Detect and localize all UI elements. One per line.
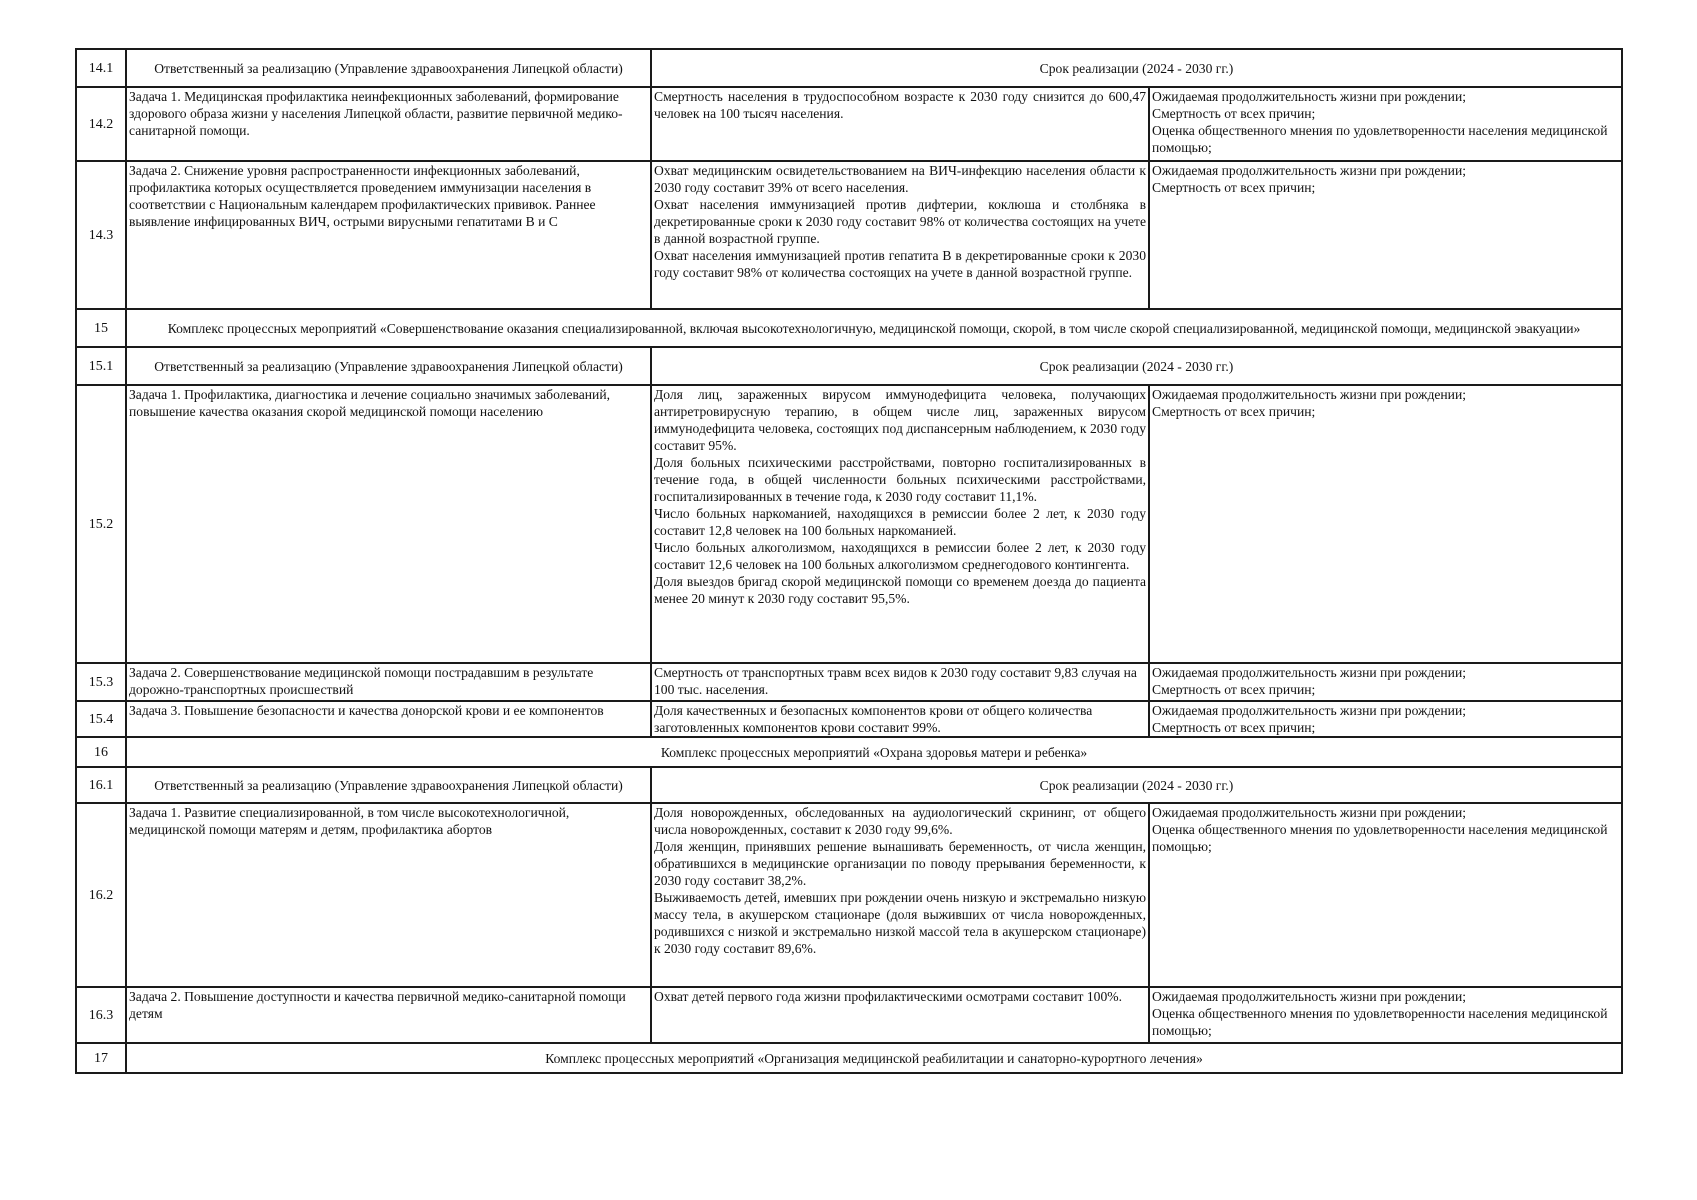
link-item: Оценка общественного мнения по удовлетворенности населения медицинской помощью;	[1152, 822, 1608, 854]
effect-item: Смертность от транспортных травм всех видов к 2030 году составит 9,83 случая на 100 тыс. населения.	[654, 665, 1137, 697]
table-row	[76, 49, 1622, 87]
row-number: 14.3	[76, 161, 126, 309]
links-cell	[1149, 803, 1622, 987]
task-cell: Задача 1. Профилактика, диагностика и лечение социально значимых заболеваний, повышение качества оказания скорой медицинской помощи населению	[126, 385, 651, 663]
effect-item: Доля новорожденных, обследованных на аудиологический скрининг, от общего числа новорожденных, составит к 2030 году 99,6%.	[654, 805, 1146, 837]
links-cell	[1149, 87, 1622, 161]
table-row	[76, 803, 1622, 987]
effects-cell	[651, 803, 1149, 987]
effect-item: Охват медицинским освидетельствованием на ВИЧ-инфекцию населения области к 2030 году составит 39% от всего населения.	[654, 163, 1146, 195]
links-cell	[1149, 161, 1622, 309]
effects-cell	[651, 701, 1149, 737]
table-row	[76, 309, 1622, 347]
effect-item: Доля больных психическими расстройствами, повторно госпитализированных в течение года, в общей численности больных психическими расстройствами, госпитализированных в течение года, к 2030 году составит 11,1%.	[654, 455, 1146, 504]
section-title: Комплекс процессных мероприятий «Совершенствование оказания специализированной, включая высокотехнологичную, медицинской помощи, скорой, в том числе скорой специализированной, медицинской помощи, медицинской эвакуации»	[126, 309, 1622, 347]
effects-cell	[651, 385, 1149, 663]
link-item: Оценка общественного мнения по удовлетворенности населения медицинской помощью;	[1152, 1006, 1608, 1038]
row-number: 17	[76, 1043, 126, 1073]
link-item: Ожидаемая продолжительность жизни при рождении;	[1152, 989, 1466, 1004]
section-title: Комплекс процессных мероприятий «Охрана здоровья матери и ребенка»	[126, 737, 1622, 767]
row-number: 16.2	[76, 803, 126, 987]
effect-item: Доля качественных и безопасных компонентов крови от общего количества заготовленных компонентов крови составит 99%.	[654, 703, 1093, 735]
link-item: Ожидаемая продолжительность жизни при рождении;	[1152, 665, 1466, 680]
links-cell	[1149, 663, 1622, 701]
row-number: 16	[76, 737, 126, 767]
row-number: 15	[76, 309, 126, 347]
link-item: Смертность от всех причин;	[1152, 404, 1316, 419]
table-row	[76, 701, 1622, 737]
effects-cell	[651, 987, 1149, 1043]
link-item: Ожидаемая продолжительность жизни при рождении;	[1152, 805, 1466, 820]
effect-item: Доля выездов бригад скорой медицинской помощи со временем доезда до пациента менее 20 минут к 2030 году составит 95,5%.	[654, 574, 1146, 606]
effect-item: Охват населения иммунизацией против дифтерии, коклюша и столбняка в декретированные сроки к 2030 году составит 98% от количества состоящих на учете в данной возрастной группе.	[654, 197, 1146, 246]
table-row	[76, 1043, 1622, 1073]
row-number: 15.1	[76, 347, 126, 385]
row-number: 15.2	[76, 385, 126, 663]
table-row	[76, 767, 1622, 803]
link-item: Смертность от всех причин;	[1152, 720, 1316, 735]
effect-item: Число больных наркоманией, находящихся в ремиссии более 2 лет, к 2030 году составит 12,8 человек на 100 больных наркоманией.	[654, 506, 1146, 538]
row-number: 14.1	[76, 49, 126, 87]
task-cell: Задача 3. Повышение безопасности и качества донорской крови и ее компонентов	[126, 701, 651, 737]
row-number: 16.3	[76, 987, 126, 1043]
effects-cell	[651, 87, 1149, 161]
effect-item: Доля женщин, принявших решение вынашивать беременность, от числа женщин, обратившихся в медицинские организации по поводу прерывания беременности, к 2030 году составит 38,2%.	[654, 839, 1146, 888]
link-item: Ожидаемая продолжительность жизни при рождении;	[1152, 703, 1466, 718]
term-cell: Срок реализации (2024 - 2030 гг.)	[651, 347, 1622, 385]
effect-item: Смертность населения в трудоспособном возрасте к 2030 году снизится до 600,47 человек на 100 тысяч населения.	[654, 89, 1146, 121]
task-cell: Задача 2. Снижение уровня распространенности инфекционных заболеваний, профилактика которых осуществляется проведением иммунизации населения в соответствии с Национальным календарем профилактических прививок. Раннее выявление инфицированных ВИЧ, острыми вирусными гепатитами В и С	[126, 161, 651, 309]
responsible-cell: Ответственный за реализацию (Управление здравоохранения Липецкой области)	[126, 347, 651, 385]
link-item: Смертность от всех причин;	[1152, 682, 1316, 697]
task-cell: Задача 2. Совершенствование медицинской помощи пострадавшим в результате дорожно-транспортных происшествий	[126, 663, 651, 701]
table-row	[76, 347, 1622, 385]
effect-item: Охват детей первого года жизни профилактическими осмотрами составит 100%.	[654, 989, 1123, 1004]
link-item: Ожидаемая продолжительность жизни при рождении;	[1152, 163, 1466, 178]
row-number: 15.4	[76, 701, 126, 737]
row-number: 16.1	[76, 767, 126, 803]
effects-cell	[651, 663, 1149, 701]
link-item: Смертность от всех причин;	[1152, 180, 1316, 195]
effect-item: Выживаемость детей, имевших при рождении очень низкую и экстремально низкую массу тела, в акушерском стационаре (доля выживших от числа новорожденных, родившихся с низкой и экстремально низкой массой тела в акушерском стационаре) к 2030 году составит 89,6%.	[654, 890, 1146, 956]
term-cell: Срок реализации (2024 - 2030 гг.)	[651, 49, 1622, 87]
link-item: Ожидаемая продолжительность жизни при рождении;	[1152, 89, 1466, 104]
responsible-cell: Ответственный за реализацию (Управление здравоохранения Липецкой области)	[126, 767, 651, 803]
table-row	[76, 663, 1622, 701]
effects-cell	[651, 161, 1149, 309]
links-cell	[1149, 701, 1622, 737]
row-number: 15.3	[76, 663, 126, 701]
effect-item: Число больных алкоголизмом, находящихся в ремиссии более 2 лет, к 2030 году составит 12,6 человек на 100 больных алкоголизмом среднегодового контингента.	[654, 540, 1146, 572]
task-cell: Задача 1. Развитие специализированной, в том числе высокотехнологичной, медицинской помощи матерям и детям, профилактика абортов	[126, 803, 651, 987]
links-cell	[1149, 385, 1622, 663]
table-row	[76, 161, 1622, 309]
link-item: Оценка общественного мнения по удовлетворенности населения медицинской помощью;	[1152, 123, 1608, 155]
table-row	[76, 987, 1622, 1043]
table-row	[76, 87, 1622, 161]
effect-item: Охват населения иммунизацией против гепатита В в декретированные сроки к 2030 году составит 98% от количества состоящих на учете в данной возрастной группе.	[654, 248, 1146, 280]
term-cell: Срок реализации (2024 - 2030 гг.)	[651, 767, 1622, 803]
effect-item: Доля лиц, зараженных вирусом иммунодефицита человека, получающих антиретровирусную терапию, в общем числе лиц, зараженных вирусом иммунодефицита человека, состоящих под диспансерным наблюдением, к 2030 году составит 95%.	[654, 387, 1146, 453]
section-title: Комплекс процессных мероприятий «Организация медицинской реабилитации и санаторно-курортного лечения»	[126, 1043, 1622, 1073]
table-row	[76, 737, 1622, 767]
table-row	[76, 385, 1622, 663]
task-cell: Задача 1. Медицинская профилактика неинфекционных заболеваний, формирование здорового образа жизни у населения Липецкой области, развитие первичной медико-санитарной помощи.	[126, 87, 651, 161]
responsible-cell: Ответственный за реализацию (Управление здравоохранения Липецкой области)	[126, 49, 651, 87]
links-cell	[1149, 987, 1622, 1043]
task-cell: Задача 2. Повышение доступности и качества первичной медико-санитарной помощи детям	[126, 987, 651, 1043]
link-item: Смертность от всех причин;	[1152, 106, 1316, 121]
link-item: Ожидаемая продолжительность жизни при рождении;	[1152, 387, 1466, 402]
process-measures-table	[75, 48, 1623, 1074]
row-number: 14.2	[76, 87, 126, 161]
